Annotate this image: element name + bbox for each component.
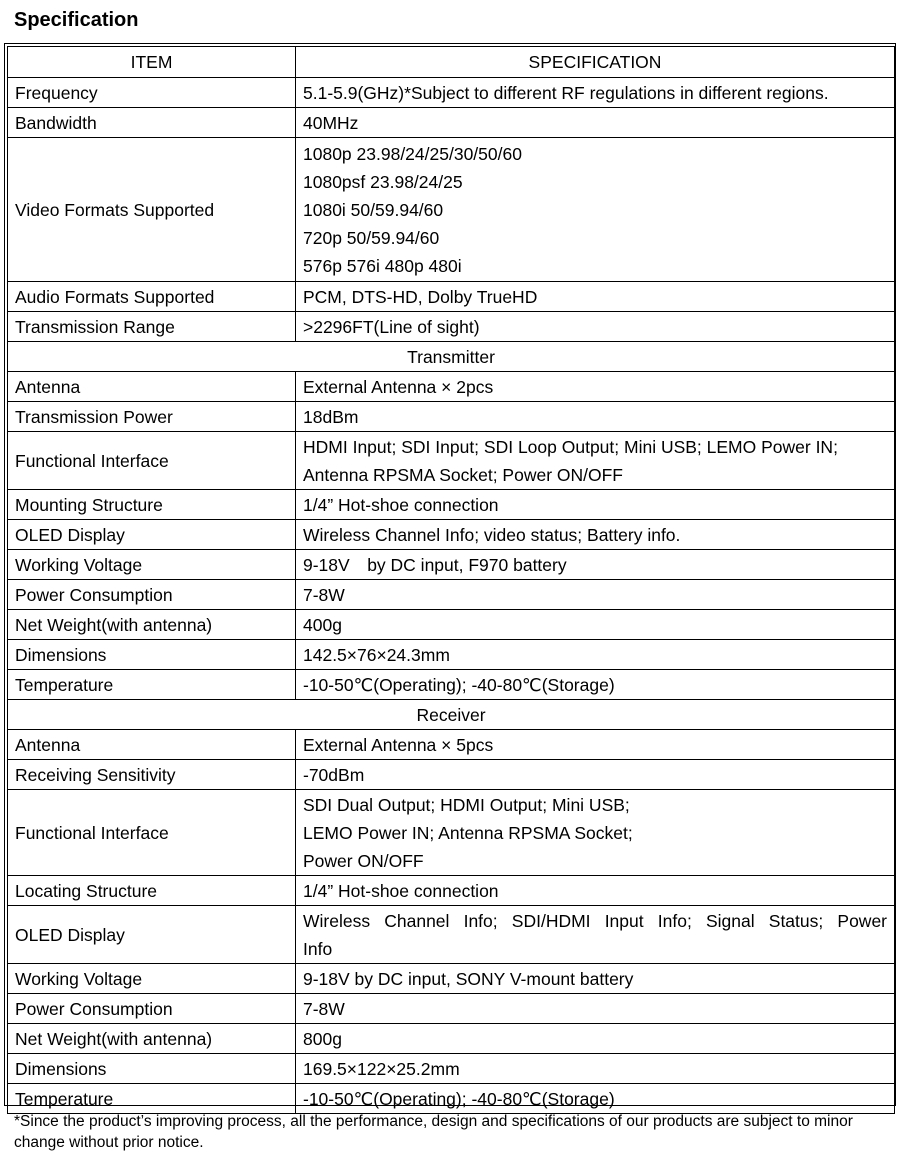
footnote-line: change without prior notice.: [14, 1134, 204, 1151]
item-cell: Receiving Sensitivity: [8, 760, 296, 790]
spec-cell: [296, 78, 895, 108]
table-row: [8, 610, 895, 640]
section-row-receiver: [8, 700, 895, 730]
spec-line: 169.5×122×25.2mm: [303, 1058, 460, 1079]
spec-cell: [296, 610, 895, 640]
table-row: [8, 490, 895, 520]
item-cell: Temperature: [8, 670, 296, 700]
spec-cell: [296, 994, 895, 1024]
spec-cell: [296, 580, 895, 610]
item-cell: Locating Structure: [8, 876, 296, 906]
item-cell: Mounting Structure: [8, 490, 296, 520]
spec-cell: [296, 790, 895, 876]
spec-table: [7, 46, 895, 1114]
item-cell: Power Consumption: [8, 580, 296, 610]
spec-cell: [296, 432, 895, 490]
spec-line: 1080i 50/59.94/60: [303, 199, 444, 220]
table-row: [8, 906, 895, 964]
table-row: [8, 760, 895, 790]
spec-cell: [296, 402, 895, 432]
spec-line: >2296FT(Line of sight): [303, 316, 480, 337]
spec-line: External Antenna × 2pcs: [303, 376, 494, 397]
spec-cell: [296, 1084, 895, 1114]
section-heading-transmitter: Transmitter: [8, 342, 895, 372]
item-cell: OLED Display: [8, 520, 296, 550]
item-cell: Audio Formats Supported: [8, 282, 296, 312]
spec-cell: [296, 670, 895, 700]
item-cell: Power Consumption: [8, 994, 296, 1024]
spec-cell: [296, 312, 895, 342]
spec-cell: [296, 490, 895, 520]
spec-line: 1080psf 23.98/24/25: [303, 171, 463, 192]
spec-line: Power ON/OFF: [303, 850, 424, 871]
spec-cell: [296, 1024, 895, 1054]
spec-line: 5.1-5.9(GHz)*Subject to different RF regulations in different regions.: [303, 82, 829, 103]
table-row: [8, 580, 895, 610]
spec-line: 142.5×76×24.3mm: [303, 644, 450, 665]
spec-line: 800g: [303, 1028, 342, 1049]
table-row: [8, 108, 895, 138]
spec-line: 9-18V by DC input, SONY V-mount battery: [303, 968, 634, 989]
item-cell: Functional Interface: [8, 432, 296, 490]
footnote-line: *Since the product’s improving process, all the performance, design and specifications of our products are subject to minor: [14, 1113, 853, 1130]
table-row: [8, 402, 895, 432]
page-title: Specification: [14, 9, 139, 31]
section-row-transmitter: [8, 342, 895, 372]
spec-cell: [296, 906, 895, 964]
item-cell: Functional Interface: [8, 790, 296, 876]
footnote: [14, 1111, 900, 1153]
spec-cell: [296, 760, 895, 790]
spec-line: -70dBm: [303, 764, 365, 785]
table-row: [8, 372, 895, 402]
spec-line: 9-18V by DC input, F970 battery: [303, 554, 567, 575]
table-row: [8, 994, 895, 1024]
spec-line: 18dBm: [303, 406, 359, 427]
table-row: [8, 1024, 895, 1054]
spec-line: Wireless Channel Info; video status; Battery info.: [303, 524, 681, 545]
column-header-specification: SPECIFICATION: [296, 47, 895, 78]
spec-line: 7-8W: [303, 584, 345, 605]
spec-line: 1/4” Hot-shoe connection: [303, 494, 499, 515]
item-cell: Video Formats Supported: [8, 138, 296, 282]
item-cell: Temperature: [8, 1084, 296, 1114]
table-row: [8, 138, 895, 282]
spec-line: 576p 576i 480p 480i: [303, 255, 462, 276]
spec-cell: [296, 1054, 895, 1084]
spec-cell: [296, 730, 895, 760]
item-cell: OLED Display: [8, 906, 296, 964]
spec-cell: [296, 550, 895, 580]
spec-line: 1/4” Hot-shoe connection: [303, 880, 499, 901]
spec-cell: [296, 138, 895, 282]
table-row: [8, 550, 895, 580]
spec-line: LEMO Power IN; Antenna RPSMA Socket;: [303, 822, 633, 843]
spec-line: 40MHz: [303, 112, 359, 133]
spec-line: External Antenna × 5pcs: [303, 734, 494, 755]
item-cell: Dimensions: [8, 640, 296, 670]
table-row: [8, 1054, 895, 1084]
item-cell: Working Voltage: [8, 964, 296, 994]
item-cell: Antenna: [8, 372, 296, 402]
item-cell: Frequency: [8, 78, 296, 108]
item-cell: Transmission Range: [8, 312, 296, 342]
table-row: [8, 640, 895, 670]
table-row: [8, 790, 895, 876]
spec-cell: [296, 372, 895, 402]
spec-line: Antenna RPSMA Socket; Power ON/OFF: [303, 464, 623, 485]
table-row: [8, 520, 895, 550]
spec-line: Info: [303, 938, 333, 959]
item-cell: Working Voltage: [8, 550, 296, 580]
item-cell: Net Weight(with antenna): [8, 610, 296, 640]
spec-cell: [296, 876, 895, 906]
spec-line: 400g: [303, 614, 342, 635]
table-row: [8, 312, 895, 342]
spec-line: 1080p 23.98/24/25/30/50/60: [303, 143, 522, 164]
spec-cell: [296, 640, 895, 670]
spec-line: SDI Dual Output; HDMI Output; Mini USB;: [303, 794, 630, 815]
item-cell: Transmission Power: [8, 402, 296, 432]
spec-line: 720p 50/59.94/60: [303, 227, 440, 248]
item-cell: Dimensions: [8, 1054, 296, 1084]
table-row: [8, 282, 895, 312]
column-header-item: ITEM: [8, 47, 296, 78]
spec-line: HDMI Input; SDI Input; SDI Loop Output; Mini USB; LEMO Power IN;: [303, 436, 838, 457]
spec-line: PCM, DTS-HD, Dolby TrueHD: [303, 286, 538, 307]
spec-cell: [296, 964, 895, 994]
table-row: [8, 78, 895, 108]
table-row: [8, 432, 895, 490]
item-cell: Antenna: [8, 730, 296, 760]
spec-line: Wireless Channel Info; SDI/HDMI Input Info; Signal Status; Power: [303, 910, 887, 931]
item-cell: Bandwidth: [8, 108, 296, 138]
spec-cell: [296, 520, 895, 550]
table-row: [8, 876, 895, 906]
spec-cell: [296, 282, 895, 312]
table-row: [8, 1084, 895, 1114]
spec-line: -10-50℃(Operating); -40-80℃(Storage): [303, 1088, 615, 1109]
table-row: [8, 730, 895, 760]
spec-cell: [296, 108, 895, 138]
spec-line: -10-50℃(Operating); -40-80℃(Storage): [303, 674, 615, 695]
section-heading-receiver: Receiver: [8, 700, 895, 730]
item-cell: Net Weight(with antenna): [8, 1024, 296, 1054]
table-header-row: [8, 47, 895, 78]
table-row: [8, 670, 895, 700]
table-row: [8, 964, 895, 994]
spec-line: 7-8W: [303, 998, 345, 1019]
